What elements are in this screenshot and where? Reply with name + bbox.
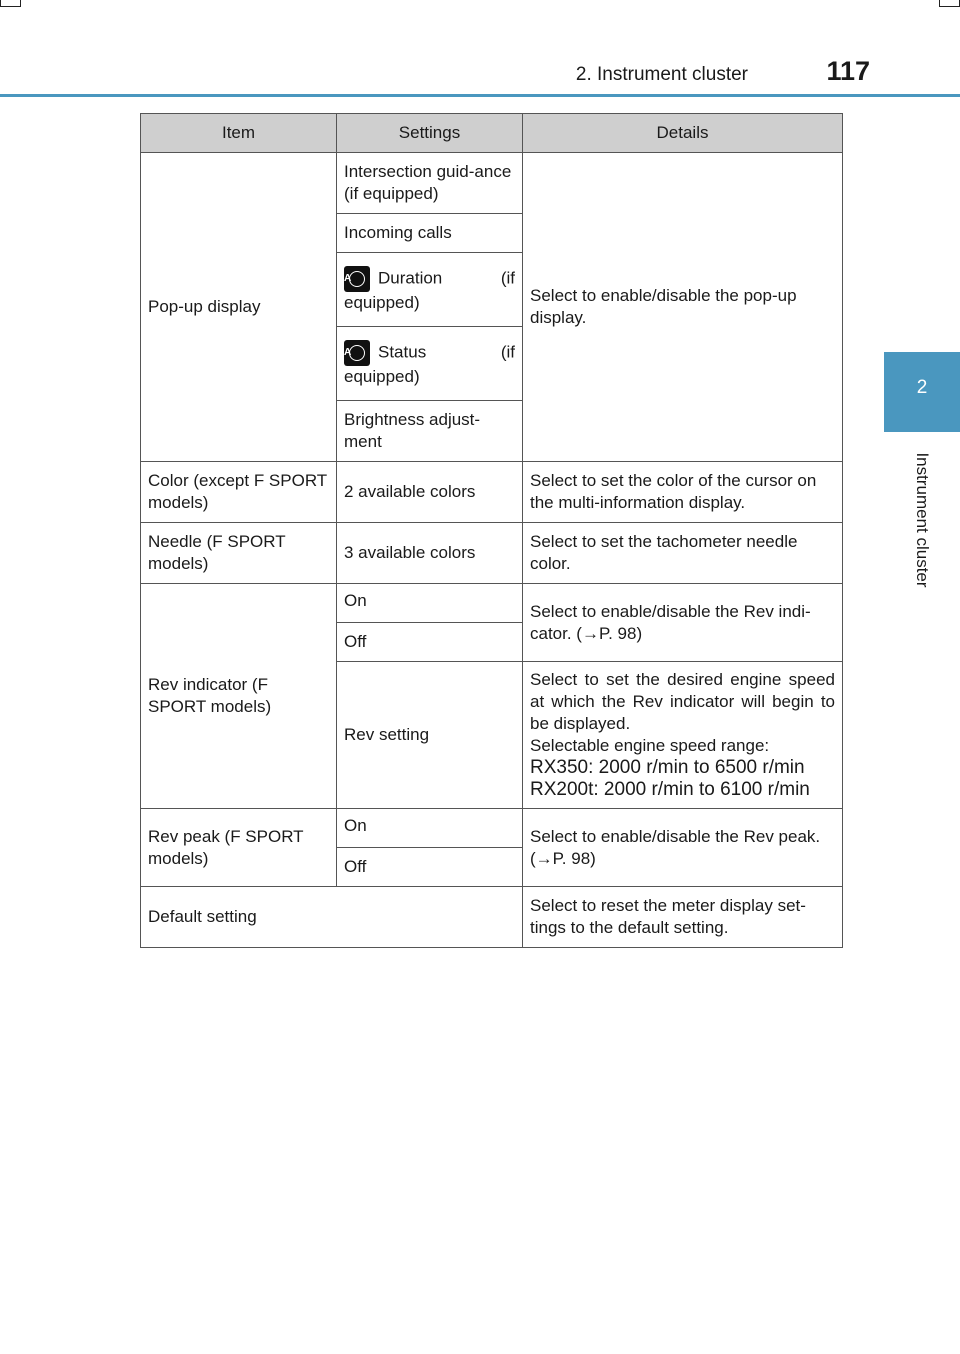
chapter-label: Instrument cluster <box>913 452 932 588</box>
setting-cell: Off <box>337 623 523 662</box>
drive-mode-icon <box>344 340 370 366</box>
setting-cell <box>337 327 523 401</box>
header-rule <box>0 94 960 97</box>
drive-mode-icon-glyph: A <box>344 346 352 358</box>
item-cell: Needle (F SPORT models) <box>141 523 337 584</box>
item-cell: Color (except F SPORT models) <box>141 462 337 523</box>
table-row <box>141 809 843 848</box>
details-cell: Select to set the tachometer needle color. <box>523 523 843 584</box>
details-cell: Select to enable/disable the Rev indi-cator. (→P. 98) <box>523 584 843 662</box>
setting-cell: On <box>337 809 523 848</box>
setting-cell: 3 available colors <box>337 523 523 584</box>
table-row <box>141 584 843 623</box>
table-row <box>141 153 843 214</box>
setting-cell: Off <box>337 848 523 887</box>
details-cell <box>523 662 843 809</box>
setting-cell: Incoming calls <box>337 214 523 253</box>
column-header: Details <box>523 114 843 153</box>
setting-cell: Intersection guid-ance (if equipped) <box>337 153 523 214</box>
crop-mark <box>939 6 960 7</box>
section-title: 2. Instrument cluster <box>575 64 748 85</box>
setting-cell: Rev setting <box>337 662 523 809</box>
details-cell: Select to set the color of the cursor on the multi-information display. <box>523 462 843 523</box>
range-rx350: RX350: 2000 r/min to 6500 r/min <box>530 757 805 778</box>
crop-mark <box>0 6 21 7</box>
setting-cell: 2 available colors <box>337 462 523 523</box>
details-cell: Select to enable/disable the pop-up display. <box>523 153 843 462</box>
setting-cell: Brightness adjust-ment <box>337 401 523 462</box>
setting-label: Duration (if equipped) <box>344 267 515 312</box>
item-cell: Default setting <box>141 887 523 948</box>
details-cell: Select to reset the meter display set-tings to the default setting. <box>523 887 843 948</box>
table-row <box>141 462 843 523</box>
page-number: 117 <box>826 56 870 86</box>
settings-table <box>140 113 843 948</box>
item-cell: Rev peak (F SPORT models) <box>141 809 337 887</box>
setting-label: Status (if equipped) <box>344 341 515 386</box>
setting-cell <box>337 253 523 327</box>
drive-mode-icon <box>344 266 370 292</box>
drive-mode-icon-glyph: A <box>344 272 352 284</box>
column-header: Settings <box>337 114 523 153</box>
table-row <box>141 887 843 948</box>
item-cell: Pop-up display <box>141 153 337 462</box>
table-header-row <box>141 114 843 153</box>
item-cell: Rev indicator (F SPORT models) <box>141 584 337 809</box>
column-header: Item <box>141 114 337 153</box>
details-cell: Select to enable/disable the Rev peak. (→P. 98) <box>523 809 843 887</box>
chapter-tab: 2 <box>884 352 960 432</box>
range-rx200t: RX200t: 2000 r/min to 6100 r/min <box>530 779 810 800</box>
table-row <box>141 523 843 584</box>
range-label: Selectable engine speed range: <box>530 736 770 755</box>
rev-setting-description: Select to set the desired engine speed at which the Rev indicator will begin to be displayed. <box>530 670 835 733</box>
setting-cell: On <box>337 584 523 623</box>
